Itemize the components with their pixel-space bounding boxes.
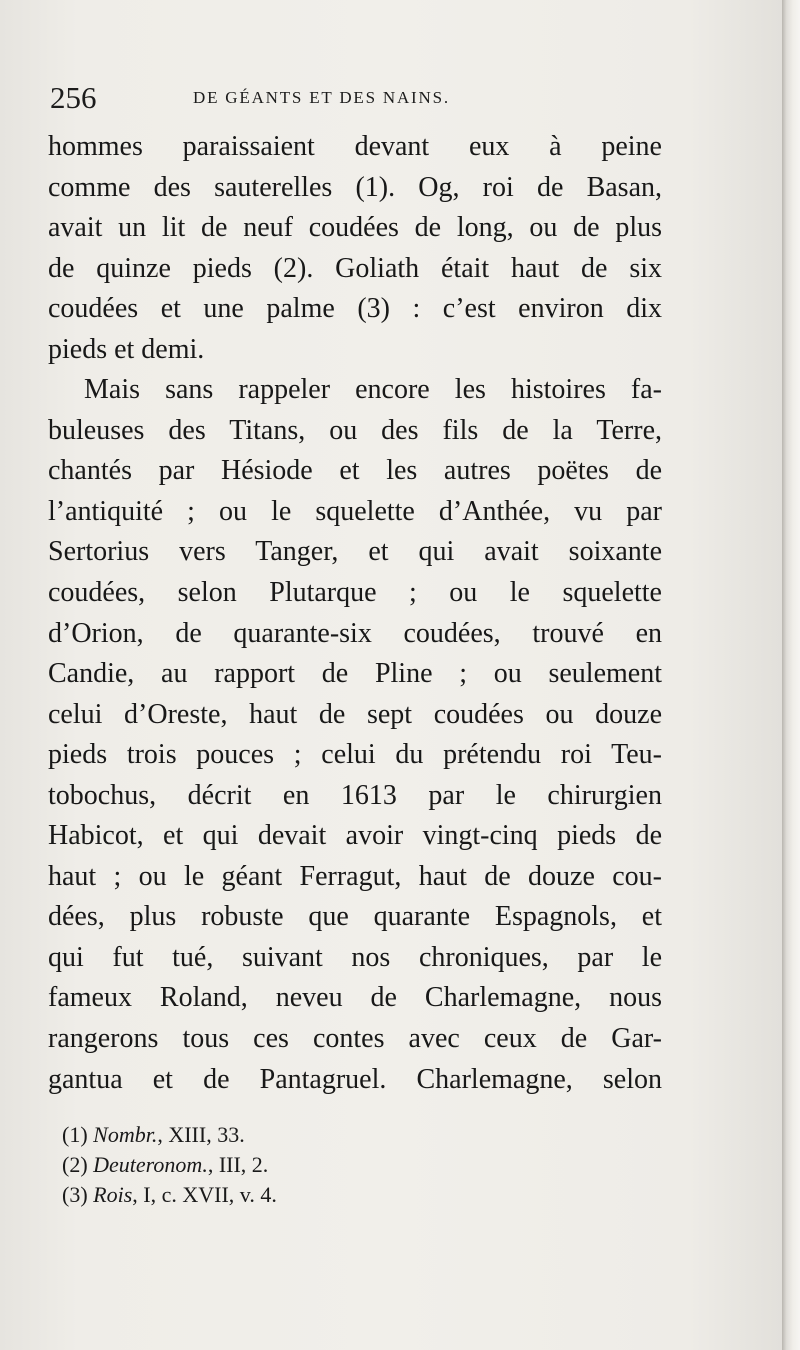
body-text	[48, 127, 662, 1100]
text-line: comme des sauterelles (1). Og, roi de Basan,	[48, 171, 662, 203]
text-line: Candie, au rapport de Pline ; ou seulement	[48, 658, 662, 690]
page-number: 256	[50, 80, 97, 115]
text-line: dées, plus robuste que quarante Espagnols, et	[48, 901, 662, 933]
text-line: qui fut tué, suivant nos chroniques, par le	[48, 941, 662, 973]
footnote-marker: (1)	[62, 1122, 88, 1147]
paragraph-end-line: pieds et demi.	[48, 333, 205, 365]
text-line: tobochus, décrit en 1613 par le chirurgien	[48, 779, 662, 811]
paragraph-start-line: Mais sans rappeler encore les histoires fa-	[84, 374, 662, 406]
page-edge	[782, 0, 800, 1350]
footnote-marker: (3)	[62, 1182, 88, 1207]
text-line: coudées et une palme (3) : c’est environ dix	[48, 293, 662, 325]
footnote-reference: , III, 2.	[207, 1152, 269, 1177]
text-line: Sertorius vers Tanger, et qui avait soixante	[48, 536, 662, 568]
page-header	[50, 78, 690, 118]
footnote-work-title: Deuteronom.	[93, 1152, 208, 1177]
footnote-reference: , XIII, 33.	[157, 1122, 245, 1147]
text-line: avait un lit de neuf coudées de long, ou de plus	[48, 212, 662, 244]
running-head: DE GÉANTS ET DES NAINS.	[193, 88, 450, 107]
footnote	[62, 1150, 482, 1180]
text-line: chantés par Hésiode et les autres poëtes de	[48, 455, 662, 487]
text-line: pieds trois pouces ; celui du prétendu roi Teu-	[48, 739, 662, 771]
text-line: hommes paraissaient devant eux à peine	[48, 131, 662, 162]
footnote-reference: , I, c. XVII, v. 4.	[132, 1182, 277, 1207]
footnote	[62, 1180, 482, 1210]
text-line: fameux Roland, neveu de Charlemagne, nous	[48, 982, 662, 1014]
footnote	[62, 1120, 482, 1150]
text-line: l’antiquité ; ou le squelette d’Anthée, vu par	[48, 495, 662, 527]
footnote-work-title: Nombr.	[93, 1122, 158, 1147]
text-line: d’Orion, de quarante-six coudées, trouvé en	[48, 617, 662, 649]
text-line: rangerons tous ces contes avec ceux de Gar-	[48, 1023, 662, 1055]
footnote-work-title: Rois	[93, 1182, 133, 1207]
text-line: haut ; ou le géant Ferragut, haut de douze cou-	[48, 860, 662, 892]
footnotes	[62, 1120, 482, 1210]
text-line: buleuses des Titans, ou des fils de la Terre,	[48, 414, 662, 446]
text-line: gantua et de Pantagruel. Charlemagne, selon	[48, 1063, 662, 1095]
text-line: celui d’Oreste, haut de sept coudées ou douze	[48, 698, 662, 730]
text-line: Habicot, et qui devait avoir vingt-cinq pieds de	[48, 820, 662, 852]
text-line: coudées, selon Plutarque ; ou le squelette	[48, 577, 662, 609]
text-line: de quinze pieds (2). Goliath était haut de six	[48, 252, 662, 284]
footnote-marker: (2)	[62, 1152, 88, 1177]
